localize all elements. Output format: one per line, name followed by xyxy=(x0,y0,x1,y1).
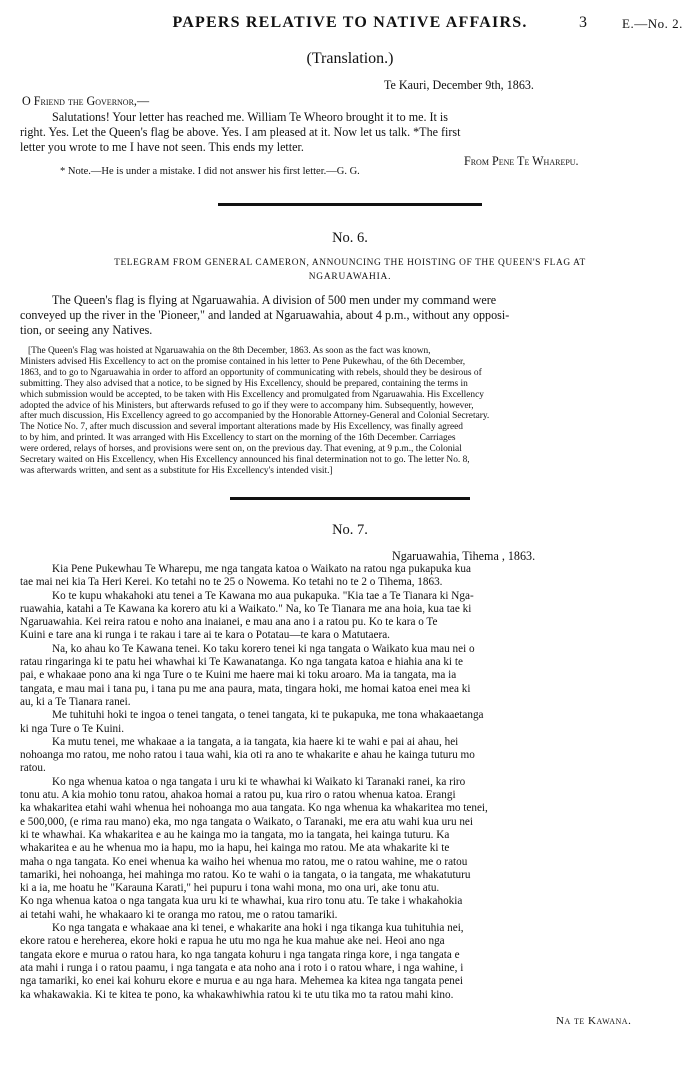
notice-line: au, ki a Te Tianara ranei. xyxy=(20,695,131,708)
notice-signature: Na te Kawana. xyxy=(556,1015,632,1027)
notice-line: ruawahia, katahi a Te Kawana ka korero atu ki a Waikato." Na, ko Te Tianara me ana hoia, kua tae ki xyxy=(20,602,472,615)
editorial-line: to by him, and printed. It was arranged with His Excellency to start on the morning of the 16th December. Carriages xyxy=(20,433,456,444)
editorial-line: 1863, and to go to Ngaruawahia in order to afford an opportunity of communicating with rebels, should they be desirous of xyxy=(20,367,482,378)
translation-subtitle: (Translation.) xyxy=(306,50,394,67)
editorial-line: Secretary waited on His Excellency, when His Excellency announced his final determination not to go. The letter No. 8, xyxy=(20,455,470,466)
editorial-line: The Notice No. 7, after much discussion and several important alterations made by His Excellency, was finally agreed xyxy=(20,422,463,433)
section-divider xyxy=(218,203,482,206)
notice-line: Me tuhituhi hoki te ingoa o tenei tangata, o tenei tangata, ki te pukapuka, me tona whakaaetanga xyxy=(52,709,484,722)
notice-line: Ka mutu tenei, me whakaae a ia tangata, a ia tangata, kia haere ki te wahi e pai ai ahau, hei xyxy=(52,735,459,748)
page-number: 3 xyxy=(579,14,587,31)
notice-line: Ngaruawahia. Kei reira ratou e noho ana inaianei, e mau ana ano i a ratou pu. Ko te kara o Te xyxy=(20,616,438,629)
editorial-line: was afterwards written, and sent as a substitute for His Excellency's intended visit.] xyxy=(20,465,333,476)
notice-line: whakaritea e au he whenua mo ia hapu, mo ia hapu, hei kainga mo ratou. Me ata whakarite ki te xyxy=(20,842,450,855)
letter-place-date: Te Kauri, December 9th, 1863. xyxy=(384,78,534,92)
editorial-line: were ordered, relays of horses, and provisions were sent on, on the previous day. That evening, at 9 p.m., the Colonial xyxy=(20,444,462,455)
letter-salutation xyxy=(22,94,149,109)
letter-line: letter you wrote to me I have not seen. This ends my letter. xyxy=(20,139,304,154)
notice-line: Kia Pene Pukewhau Te Wharepu, me nga tangata katoa o Waikato na ratou nga pukapuka kua xyxy=(52,563,471,575)
telegram-line: conveyed up the river in the 'Pioneer," and landed at Ngaruawahia, about 4 p.m., without any opposi- xyxy=(20,307,510,322)
notice-line: ki a ia, me hoatu he "Karauna Karati," hei pupuru i tona wahi mona, mo ona uri, ake tonu atu. xyxy=(20,882,440,895)
letter-line: right. Yes. Let the Queen's flag be above. Yes. I am pleased at it. Now let us talk. *The first xyxy=(20,124,461,139)
telegram-heading-line2: NGARUAWAHIA. xyxy=(308,272,392,282)
notice-line: e 500,000, (e rima rau mano) eka, mo nga tangata o Waikato, o Taranaki, me era atu wahi kua uru nei xyxy=(20,815,474,828)
section-number-7: No. 7. xyxy=(332,522,368,538)
notice-line: Na, ko ahau ko Te Kawana tenei. Ko taku korero tenei ki nga tangata o Waikato kua mau nei o xyxy=(52,642,475,655)
notice-place-date: Ngaruawahia, Tihema , 1863. xyxy=(392,549,536,563)
notice-line: Kuini e tare ana ki runga i te rakau i tare ai te kara o Potatau—te kara o Matutaera. xyxy=(20,629,390,642)
notice-line: ka whakawakia. Ki te kitea te pono, ka whakawhiwhia ratou ki te utu tika mo ta ratou mahi kino. xyxy=(20,988,454,1001)
notice-line: ka whakaritea etahi wahi whenua hei nohoanga mo aua tangata. Ko nga whenua ka whakaritea mo tenei, xyxy=(20,802,488,815)
editorial-line: Ministers advised His Excellency to act on the promise contained in his letter to Pene Pukewhau, of the 6th December, xyxy=(20,356,466,367)
telegram-line: tion, or seeing any Natives. xyxy=(20,322,153,337)
telegram-body xyxy=(20,293,668,337)
editorial-line: adopted the advice of his Ministers, but afterwards refused to go if they were to accompany him. Subsequently, however, xyxy=(20,400,474,411)
notice-line: ekore ratou e hereherea, ekore hoki e rapua he utu mo nga he kua mahue ake nei. Heoi ano nga xyxy=(20,935,445,948)
telegram-line: The Queen's flag is flying at Ngaruawahia. A division of 500 men under my command were xyxy=(52,293,497,307)
notice-body xyxy=(20,563,668,1002)
salutation-text: O Friend the Governor,— xyxy=(22,94,150,108)
letter-line: Salutations! Your letter has reached me. William Te Wheoro brought it to me. It is xyxy=(52,110,449,124)
letter-signature: From Pene Te Wharepu. xyxy=(464,154,579,168)
notice-line: tonu atu. A kia mohio tonu ratou, ahakoa homai a ratou pu, kua riro o ratou whenua katoa. Erangi xyxy=(20,789,456,802)
footnote: * Note.—He is under a mistake. I did not answer his first letter.—G. G. xyxy=(60,166,360,177)
notice-line: ratou. xyxy=(20,762,46,775)
notice-line: tangata, e mau mai i tana pu, i tana pu me ana paura, mata, tingara hoki, me homai katoa enei mea ki xyxy=(20,682,471,695)
telegram-heading-line1: TELEGRAM FROM GENERAL CAMERON, ANNOUNCING THE HOISTING OF THE QUEEN'S FLAG AT xyxy=(114,258,586,268)
editorial-line: which submission would be accepted, to be taken with His Excellency and promulgated from Ngaruawahia. His Excellency xyxy=(20,389,484,400)
notice-line: pai, e whakaae pono ana ki nga Ture o te Kuini me haere mai ki toku aroaro. Ma ia tangata, ma ia xyxy=(20,669,457,682)
notice-line: ai tetahi wahi, he whakaaro ki te oranga mo ratou, me o ratou tamariki. xyxy=(20,908,338,921)
notice-line: Ko nga tangata e whakaae ana ki tenei, e whakarite ana hoki i nga tikanga kua tuhituhia nei, xyxy=(52,922,464,935)
notice-line: Ko nga whenua katoa o nga tangata i uru ki te whawhai ki Waikato ki Taranaki ranei, ka riro xyxy=(52,775,466,788)
letter-body xyxy=(20,110,668,154)
notice-line: tamariki, hei nohoanga, hei mahinga mo ratou. Ko te wahi o ia tangata, o ia tangata, me whakatuturu xyxy=(20,868,471,881)
notice-line: ata mahi i runga i o ratou paamu, i nga tangata e ata noho ana i roto i o ratou whare, i nga wahine, i xyxy=(20,961,464,974)
notice-line: maha o nga tangata. Ko enei whenua ka waiho hei whenua mo ratou, me o ratou wahine, me o ratou xyxy=(20,855,468,868)
section-number-6: No. 6. xyxy=(332,230,368,246)
editorial-line: [The Queen's Flag was hoisted at Ngaruawahia on the 8th December, 1863. As soon as the fact was known, xyxy=(28,346,431,356)
editorial-line: submitting. They also advised that a notice, to be signed by His Excellency, should be prepared, containing the terms in xyxy=(20,378,468,389)
editorial-line: after much discussion, His Excellency agreed to go accompanied by the Honorable Attorney-General and Colonial Secretary. xyxy=(20,411,490,422)
notice-line: ki te whawhai. Ka whakaritea e au he kainga mo ia tangata, mo ia tangata, hei kainga tuturu. Ka xyxy=(20,828,450,841)
notice-line: ki nga Ture o Te Kuini. xyxy=(20,722,125,735)
editorial-note xyxy=(20,346,668,477)
notice-line: Ko nga whenua katoa o nga tangata kua uru ki te whawhai, kua riro tonu atu. Te take i whakahokia xyxy=(20,895,463,908)
section-divider xyxy=(230,497,470,500)
running-header-title: PAPERS RELATIVE TO NATIVE AFFAIRS. xyxy=(172,14,528,31)
document-code: E.—No. 2. xyxy=(622,16,683,31)
notice-line: tae mai nei kia Ta Heri Kerei. Ko tetahi no te 25 o Nowema. Ko tetahi no te 2 o Tihema, 1863. xyxy=(20,576,443,589)
notice-line: ratau ringaringa ki te patu hei whawhai ki Te Kawanatanga. Ko nga tangata katoa e hiahia ana ki te xyxy=(20,656,463,669)
notice-line: nohoanga mo ratou, me noho ratou i taua wahi, kia oti ra ano te whakarite e ahau he kainga tuturu mo xyxy=(20,749,475,762)
notice-line: tangata ekore e murua o ratou hara, ko nga tangata kohuru i nga tangata ringa kore, i nga tangata e xyxy=(20,948,460,961)
notice-line: nga tamariki, ko enei kai kohuru ekore e murua e au nga hara. Mehemea ka kitea nga tangata penei xyxy=(20,975,463,988)
notice-line: Ko te kupu whakahoki atu tenei a Te Kawana mo aua pukapuka. "Kia tae a Te Tianara ki Nga- xyxy=(52,589,474,602)
